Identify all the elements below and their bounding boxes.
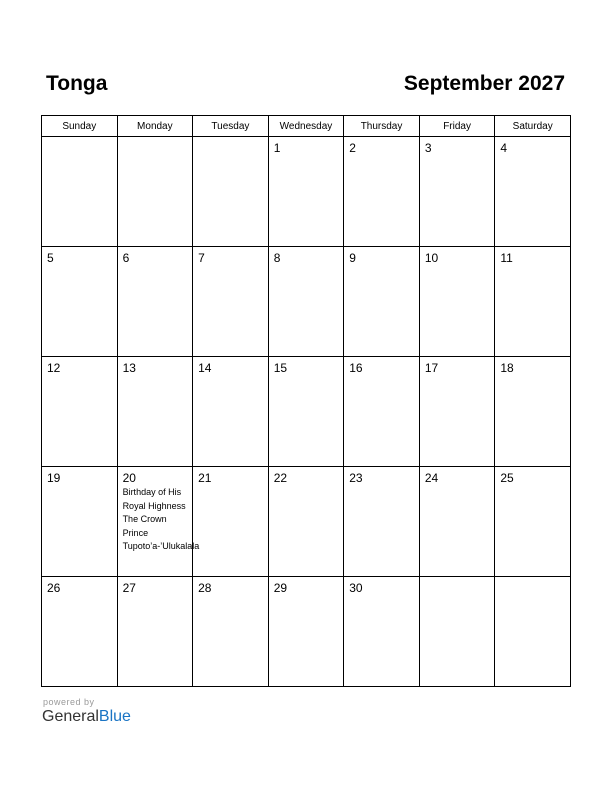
day-cell bbox=[268, 467, 344, 577]
day-cell bbox=[419, 357, 495, 467]
day-number: 21 bbox=[198, 471, 212, 485]
day-number bbox=[193, 137, 268, 141]
day-cell bbox=[344, 357, 420, 467]
day-cell bbox=[42, 467, 118, 577]
day-cell bbox=[268, 357, 344, 467]
day-number: 4 bbox=[500, 141, 508, 155]
day-cell bbox=[42, 577, 118, 687]
day-number: 6 bbox=[122, 251, 130, 265]
day-cell bbox=[42, 137, 118, 247]
day-number: 25 bbox=[500, 471, 514, 485]
day-cell bbox=[344, 577, 420, 687]
day-number: 10 bbox=[424, 251, 439, 265]
calendar-grid bbox=[41, 115, 571, 687]
holiday-event: Birthday of His Royal Highness The Crown Prince Tupoto’a-’Ulukalala bbox=[122, 487, 200, 551]
day-cell bbox=[117, 137, 193, 247]
day-cell bbox=[117, 357, 193, 467]
day-number: 13 bbox=[122, 361, 136, 375]
week-row bbox=[42, 577, 571, 687]
day-number: 27 bbox=[122, 581, 136, 595]
day-number: 30 bbox=[349, 581, 363, 595]
week-row bbox=[42, 137, 571, 247]
day-number: 26 bbox=[47, 581, 61, 595]
day-number: 3 bbox=[424, 141, 432, 155]
day-cell bbox=[268, 577, 344, 687]
day-number: 19 bbox=[47, 471, 61, 485]
day-number: 29 bbox=[273, 581, 288, 595]
weekday-header: Sunday bbox=[42, 116, 118, 137]
weekday-header: Wednesday bbox=[268, 116, 344, 137]
day-number: 23 bbox=[349, 471, 363, 485]
day-cell bbox=[419, 137, 495, 247]
day-number: 1 bbox=[273, 141, 281, 155]
month-year-title: September 2027 bbox=[403, 72, 565, 95]
day-cell bbox=[193, 357, 269, 467]
day-number: 17 bbox=[424, 361, 439, 375]
day-cell bbox=[268, 137, 344, 247]
day-number: 24 bbox=[424, 471, 439, 485]
day-cell bbox=[42, 357, 118, 467]
day-number bbox=[495, 577, 570, 581]
country-title: Tonga bbox=[46, 72, 108, 95]
day-cell bbox=[193, 467, 269, 577]
day-number: 15 bbox=[273, 361, 288, 375]
day-number: 14 bbox=[198, 361, 212, 375]
weekday-header: Monday bbox=[117, 116, 193, 137]
day-number: 2 bbox=[349, 141, 356, 155]
weekday-header: Friday bbox=[419, 116, 495, 137]
day-cell bbox=[495, 357, 571, 467]
day-cell bbox=[419, 247, 495, 357]
weekday-header: Thursday bbox=[344, 116, 420, 137]
day-cell bbox=[344, 247, 420, 357]
day-number: 22 bbox=[273, 471, 288, 485]
day-cell bbox=[344, 467, 420, 577]
brand-general-text: General bbox=[42, 708, 99, 725]
day-cell bbox=[419, 577, 495, 687]
day-cell bbox=[193, 137, 269, 247]
day-number: 28 bbox=[198, 581, 212, 595]
brand-blue-text: Blue bbox=[98, 708, 131, 725]
day-number: 12 bbox=[47, 361, 61, 375]
weekday-header-row bbox=[42, 116, 571, 137]
weekday-header: Saturday bbox=[495, 116, 571, 137]
day-number: 9 bbox=[349, 251, 356, 265]
day-cell bbox=[495, 247, 571, 357]
day-cell bbox=[268, 247, 344, 357]
day-cell bbox=[344, 137, 420, 247]
day-number: 16 bbox=[349, 361, 363, 375]
day-number: 5 bbox=[47, 251, 54, 265]
day-cell bbox=[193, 577, 269, 687]
day-cell bbox=[42, 247, 118, 357]
day-number: 11 bbox=[500, 251, 513, 265]
day-number: 20 bbox=[122, 471, 136, 485]
day-number bbox=[42, 137, 117, 141]
day-cell bbox=[495, 137, 571, 247]
week-row bbox=[42, 357, 571, 467]
powered-by-text: powered by bbox=[43, 697, 95, 707]
day-cell bbox=[117, 577, 193, 687]
day-cell bbox=[495, 467, 571, 577]
generalblue-logo[interactable] bbox=[42, 708, 131, 726]
day-cell bbox=[117, 247, 193, 357]
day-number bbox=[420, 577, 495, 581]
day-cell bbox=[419, 467, 495, 577]
week-row bbox=[42, 247, 571, 357]
day-number bbox=[118, 137, 193, 141]
day-cell bbox=[495, 577, 571, 687]
day-cell bbox=[193, 247, 269, 357]
day-number: 18 bbox=[500, 361, 514, 375]
day-cell bbox=[117, 467, 200, 577]
week-row bbox=[42, 467, 571, 577]
weekday-header: Tuesday bbox=[193, 116, 269, 137]
day-number: 8 bbox=[273, 251, 281, 265]
day-number: 7 bbox=[198, 251, 205, 265]
